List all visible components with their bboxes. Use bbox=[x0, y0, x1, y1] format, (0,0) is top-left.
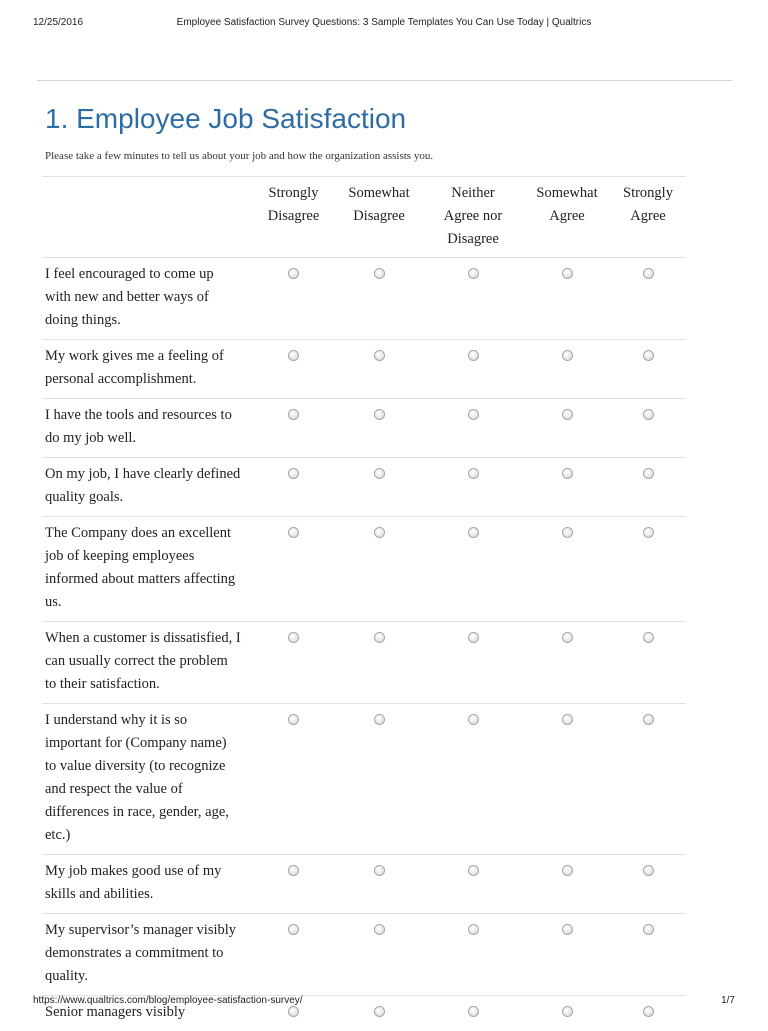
radio-button[interactable] bbox=[562, 350, 573, 361]
statement-row bbox=[42, 622, 686, 704]
radio-button[interactable] bbox=[643, 714, 654, 725]
choice-cell bbox=[610, 340, 686, 399]
text-line: Agree nor bbox=[444, 208, 502, 224]
statement-text bbox=[42, 622, 251, 704]
radio-button[interactable] bbox=[562, 1006, 573, 1017]
question-title: 1. Employee Job Satisfaction bbox=[45, 103, 406, 135]
text-line: Somewhat bbox=[536, 185, 597, 201]
radio-button[interactable] bbox=[643, 632, 654, 643]
choice-cell bbox=[422, 458, 524, 517]
choice-cell bbox=[524, 258, 610, 340]
choice-cell bbox=[251, 914, 336, 996]
scale-column-header bbox=[524, 177, 610, 258]
radio-button[interactable] bbox=[288, 468, 299, 479]
choice-cell bbox=[336, 704, 422, 855]
radio-button[interactable] bbox=[562, 268, 573, 279]
choice-cell bbox=[251, 340, 336, 399]
radio-button[interactable] bbox=[374, 865, 385, 876]
text-line: I understand why it is so bbox=[45, 712, 187, 728]
choice-cell bbox=[610, 914, 686, 996]
choice-cell bbox=[336, 622, 422, 704]
choice-cell bbox=[422, 399, 524, 458]
radio-button[interactable] bbox=[643, 865, 654, 876]
choice-cell bbox=[422, 517, 524, 622]
text-line: When a customer is dissatisfied, I bbox=[45, 630, 241, 646]
choice-cell bbox=[610, 704, 686, 855]
radio-button[interactable] bbox=[468, 865, 479, 876]
text-line: My job makes good use of my bbox=[45, 863, 221, 879]
radio-button[interactable] bbox=[562, 632, 573, 643]
text-line: demonstrates a commitment to bbox=[45, 945, 223, 961]
choice-cell bbox=[336, 258, 422, 340]
choice-cell bbox=[336, 458, 422, 517]
statement-text bbox=[42, 914, 251, 996]
radio-button[interactable] bbox=[562, 527, 573, 538]
text-line: On my job, I have clearly defined bbox=[45, 466, 240, 482]
text-line: with new and better ways of bbox=[45, 289, 209, 305]
text-line: and respect the value of bbox=[45, 781, 183, 797]
statement-text bbox=[42, 258, 251, 340]
choice-cell bbox=[610, 258, 686, 340]
text-line: My supervisor’s manager visibly bbox=[45, 922, 236, 938]
scale-column-header bbox=[422, 177, 524, 258]
radio-button[interactable] bbox=[374, 924, 385, 935]
text-line: job of keeping employees bbox=[45, 548, 194, 564]
radio-button[interactable] bbox=[643, 350, 654, 361]
choice-cell bbox=[610, 996, 686, 1031]
radio-button[interactable] bbox=[468, 268, 479, 279]
choice-cell bbox=[422, 258, 524, 340]
statement-row bbox=[42, 704, 686, 855]
choice-cell bbox=[422, 996, 524, 1031]
print-page-title: Employee Satisfaction Survey Questions: 3 Sample Templates You Can Use Today | Qualtrics bbox=[33, 17, 735, 28]
choice-cell bbox=[336, 996, 422, 1031]
text-line: Disagree bbox=[353, 208, 405, 224]
statement-text bbox=[42, 399, 251, 458]
choice-cell bbox=[422, 914, 524, 996]
radio-button[interactable] bbox=[468, 409, 479, 420]
choice-cell bbox=[251, 258, 336, 340]
text-line: can usually correct the problem bbox=[45, 653, 228, 669]
scale-column-header bbox=[251, 177, 336, 258]
radio-button[interactable] bbox=[374, 268, 385, 279]
scale-header-row bbox=[42, 177, 686, 258]
statement-text bbox=[42, 704, 251, 855]
statement-column-header bbox=[42, 177, 251, 258]
text-line: personal accomplishment. bbox=[45, 371, 196, 387]
text-line: important for (Company name) bbox=[45, 735, 227, 751]
likert-matrix bbox=[42, 176, 686, 1031]
choice-cell bbox=[251, 855, 336, 914]
statement-text bbox=[42, 458, 251, 517]
choice-cell bbox=[610, 622, 686, 704]
text-line: The Company does an excellent bbox=[45, 525, 231, 541]
text-line: us. bbox=[45, 594, 62, 610]
statement-row bbox=[42, 914, 686, 996]
choice-cell bbox=[524, 996, 610, 1031]
choice-cell bbox=[336, 855, 422, 914]
print-date: 12/25/2016 bbox=[33, 17, 83, 28]
radio-button[interactable] bbox=[374, 527, 385, 538]
radio-button[interactable] bbox=[468, 468, 479, 479]
choice-cell bbox=[336, 517, 422, 622]
choice-cell bbox=[251, 458, 336, 517]
radio-button[interactable] bbox=[643, 527, 654, 538]
choice-cell bbox=[610, 855, 686, 914]
page-number: 1/7 bbox=[721, 995, 735, 1006]
text-line: differences in race, gender, age, bbox=[45, 804, 229, 820]
radio-button[interactable] bbox=[468, 527, 479, 538]
text-line: quality goals. bbox=[45, 489, 123, 505]
scale-column-header bbox=[336, 177, 422, 258]
choice-cell bbox=[610, 458, 686, 517]
radio-button[interactable] bbox=[643, 924, 654, 935]
text-line: informed about matters affecting bbox=[45, 571, 235, 587]
choice-cell bbox=[422, 340, 524, 399]
text-line: quality. bbox=[45, 968, 88, 984]
question-instructions: Please take a few minutes to tell us about your job and how the organization assists you. bbox=[45, 150, 433, 162]
choice-cell bbox=[524, 340, 610, 399]
statement-row bbox=[42, 855, 686, 914]
choice-cell bbox=[524, 914, 610, 996]
choice-cell bbox=[610, 399, 686, 458]
choice-cell bbox=[251, 622, 336, 704]
text-line: skills and abilities. bbox=[45, 886, 153, 902]
radio-button[interactable] bbox=[288, 527, 299, 538]
radio-button[interactable] bbox=[562, 714, 573, 725]
radio-button[interactable] bbox=[643, 468, 654, 479]
radio-button[interactable] bbox=[288, 865, 299, 876]
choice-cell bbox=[422, 855, 524, 914]
choice-cell bbox=[251, 704, 336, 855]
radio-button[interactable] bbox=[374, 468, 385, 479]
radio-button[interactable] bbox=[374, 350, 385, 361]
choice-cell bbox=[524, 517, 610, 622]
text-line: Disagree bbox=[447, 231, 499, 247]
text-line: Neither bbox=[451, 185, 494, 201]
radio-button[interactable] bbox=[288, 409, 299, 420]
radio-button[interactable] bbox=[288, 350, 299, 361]
text-line: My work gives me a feeling of bbox=[45, 348, 224, 364]
radio-button[interactable] bbox=[374, 632, 385, 643]
text-line: Strongly bbox=[269, 185, 319, 201]
choice-cell bbox=[422, 704, 524, 855]
radio-button[interactable] bbox=[562, 865, 573, 876]
statement-text bbox=[42, 340, 251, 399]
text-line: Somewhat bbox=[348, 185, 409, 201]
text-line: to value diversity (to recognize bbox=[45, 758, 225, 774]
radio-button[interactable] bbox=[643, 409, 654, 420]
radio-button[interactable] bbox=[374, 714, 385, 725]
radio-button[interactable] bbox=[562, 468, 573, 479]
radio-button[interactable] bbox=[468, 1006, 479, 1017]
choice-cell bbox=[524, 855, 610, 914]
radio-button[interactable] bbox=[468, 632, 479, 643]
text-line: to their satisfaction. bbox=[45, 676, 160, 692]
choice-cell bbox=[251, 517, 336, 622]
radio-button[interactable] bbox=[562, 924, 573, 935]
choice-cell bbox=[610, 517, 686, 622]
text-line: Agree bbox=[549, 208, 584, 224]
statement-row bbox=[42, 517, 686, 622]
print-url: https://www.qualtrics.com/blog/employee-satisfaction-survey/ bbox=[33, 995, 303, 1006]
text-line: etc.) bbox=[45, 827, 70, 843]
radio-button[interactable] bbox=[288, 924, 299, 935]
statement-row bbox=[42, 340, 686, 399]
choice-cell bbox=[251, 399, 336, 458]
text-line: Strongly bbox=[623, 185, 673, 201]
radio-button[interactable] bbox=[288, 268, 299, 279]
header-divider bbox=[37, 80, 732, 81]
choice-cell bbox=[336, 399, 422, 458]
text-line: Senior managers visibly bbox=[45, 1004, 185, 1020]
radio-button[interactable] bbox=[288, 1006, 299, 1017]
radio-button[interactable] bbox=[562, 409, 573, 420]
statement-row bbox=[42, 458, 686, 517]
radio-button[interactable] bbox=[468, 924, 479, 935]
radio-button[interactable] bbox=[288, 632, 299, 643]
statement-row bbox=[42, 399, 686, 458]
statement-text bbox=[42, 517, 251, 622]
text-line: doing things. bbox=[45, 312, 121, 328]
text-line: Disagree bbox=[268, 208, 320, 224]
text-line: Agree bbox=[630, 208, 665, 224]
choice-cell bbox=[336, 340, 422, 399]
statement-text bbox=[42, 855, 251, 914]
radio-button[interactable] bbox=[643, 1006, 654, 1017]
radio-button[interactable] bbox=[468, 350, 479, 361]
radio-button[interactable] bbox=[374, 1006, 385, 1017]
choice-cell bbox=[336, 914, 422, 996]
text-line: I feel encouraged to come up bbox=[45, 266, 214, 282]
radio-button[interactable] bbox=[643, 268, 654, 279]
radio-button[interactable] bbox=[468, 714, 479, 725]
choice-cell bbox=[524, 622, 610, 704]
choice-cell bbox=[422, 622, 524, 704]
choice-cell bbox=[524, 458, 610, 517]
radio-button[interactable] bbox=[374, 409, 385, 420]
statement-row bbox=[42, 258, 686, 340]
text-line: do my job well. bbox=[45, 430, 136, 446]
scale-column-header bbox=[610, 177, 686, 258]
radio-button[interactable] bbox=[288, 714, 299, 725]
text-line: I have the tools and resources to bbox=[45, 407, 232, 423]
choice-cell bbox=[524, 704, 610, 855]
choice-cell bbox=[524, 399, 610, 458]
